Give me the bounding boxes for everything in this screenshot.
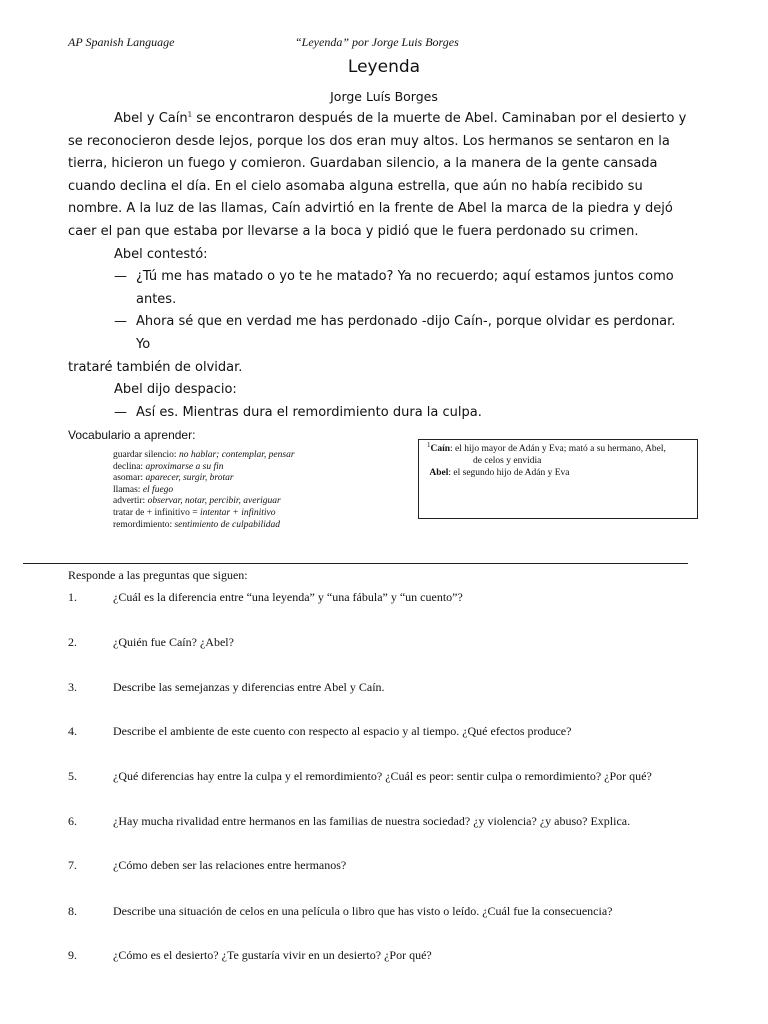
author-line: Jorge Luís Borges — [330, 89, 438, 104]
vocab-item: declina: aproximarse a su fin — [113, 461, 224, 472]
dialogue-1: — ¿Tú me has matado o yo te he matado? Ya no recuerdo; aquí estamos juntos como — [114, 269, 674, 285]
vocab-item: tratar de + infinitivo = intentar + infinitivo — [113, 507, 276, 518]
story-paragraph-3: Abel dijo despacio: — [114, 382, 237, 398]
story-paragraph-2: Abel contestó: — [114, 246, 208, 262]
dialogue-2-continued: trataré también de olvidar. — [68, 359, 243, 375]
footnote-marker: 1 — [187, 110, 193, 119]
footnote-cain-continued: de celos y envidia — [473, 455, 542, 466]
vocab-list — [113, 450, 295, 531]
vocab-item: advertir: observar, notar, percibir, averiguar — [113, 496, 281, 507]
vocab-item: asomar: aparecer, surgir, brotar — [113, 473, 234, 484]
footnote-box — [418, 439, 698, 519]
vocab-item: remordimiento: sentimiento de culpabilidad — [113, 519, 281, 530]
header-work: “Leyenda” por Jorge Luis Borges — [295, 35, 459, 49]
story-text — [68, 108, 693, 424]
vocab-item: guardar silencio: no hablar; contemplar, pensar — [113, 450, 295, 460]
page-title: Leyenda — [347, 57, 421, 77]
vocab-item: llamas: el fuego — [113, 484, 174, 495]
dialogue-3: — Así es. Mientras dura el remordimiento dura la culpa. — [114, 404, 482, 420]
story-paragraph-1: Abel y Caín$^1$ se encontraron después de la muerte de Abel. Caminaban por el desierto y se reconocieron desde lejos, porque los dos eran muy altos. Los hermanos se sentaron en la tierra, hicieron un fuego y comieron. Guardaban silencio, a la manera de la gente cansada cuando declina el día. En el cielo asomaba alguna estrella, que aún no había recibido su nombre. A la luz de las llamas, Caín advirtió en la frente de Abel la marca de la piedra y dejó caer el pan que estaba por llevarse a la boca y pidió que le fuera perdonado su crimen. — [68, 110, 687, 239]
header-course: AP Spanish Language — [68, 35, 175, 49]
dialogue-2: — Ahora sé que en verdad me has perdonado -dijo Caín-, porque olvidar es perdonar. Yo — [114, 314, 676, 352]
footnote-abel: Abel: el segundo hijo de Adán y Eva — [429, 467, 570, 478]
footnote-cain: $^1$Caín: el hijo mayor de Adán y Eva; mató a su hermano, Abel, — [427, 440, 666, 454]
questions-intro: Responde a las preguntas que siguen: — [68, 568, 248, 582]
dialogue-1-continued: antes. — [136, 291, 177, 307]
vocab-title: Vocabulario a aprender: — [68, 428, 196, 442]
section-divider — [23, 563, 688, 564]
